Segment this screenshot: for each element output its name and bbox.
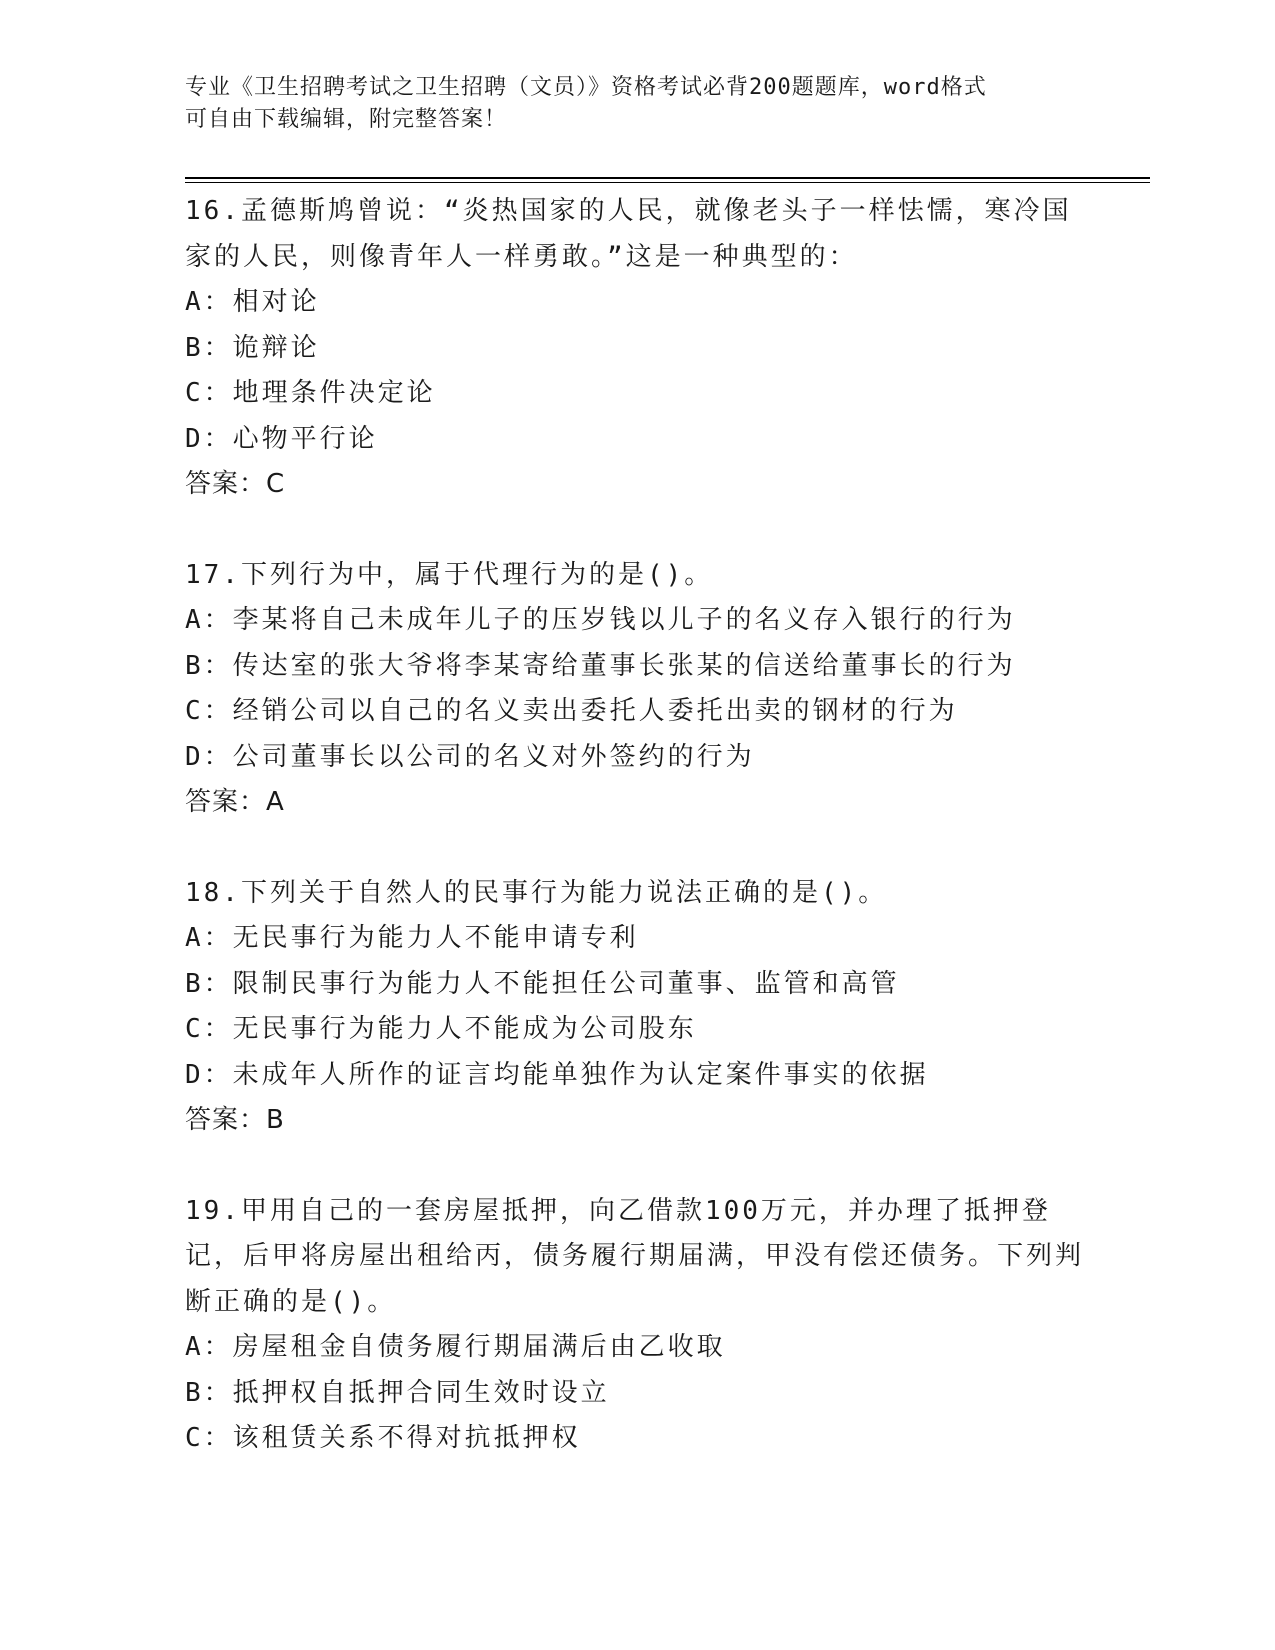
option-text: 相对论 <box>232 287 320 317</box>
option-text: 地理条件决定论 <box>232 378 436 408</box>
option-key: D： <box>185 1059 233 1090</box>
option-text: 公司董事长以公司的名义对外签约的行为 <box>232 741 755 772</box>
option-key: C： <box>185 1423 233 1453</box>
option-text: 传达室的张大爷将李某寄给董事长张某的信送给董事长的行为 <box>232 650 1016 681</box>
option-text: 该租赁关系不得对抗抵押权 <box>232 1423 581 1453</box>
option-b <box>185 644 1085 690</box>
option-text: 抵押权自抵押合同生效时设立 <box>232 1377 610 1408</box>
option-key: D： <box>185 741 233 772</box>
question-list <box>185 189 1085 1507</box>
question-17 <box>185 553 1085 826</box>
option-text: 无民事行为能力人不能申请专利 <box>232 923 639 953</box>
option-key: B： <box>185 1377 233 1408</box>
option-key: C： <box>185 1014 233 1044</box>
question-stem: 17.下列行为中，属于代理行为的是()。 <box>185 559 714 590</box>
option-b <box>185 1371 1085 1417</box>
option-key: A： <box>185 287 233 317</box>
option-text: 李某将自己未成年儿子的压岁钱以儿子的名义存入银行的行为 <box>232 605 1016 635</box>
header-divider-thin <box>185 182 1150 183</box>
option-key: B： <box>185 332 233 363</box>
option-c <box>185 689 1085 735</box>
answer-line: 答案：C <box>185 469 286 499</box>
option-text: 心物平行论 <box>232 423 378 454</box>
option-key: C： <box>185 696 233 726</box>
option-d <box>185 417 1085 463</box>
option-key: A： <box>185 923 233 953</box>
option-text: 经销公司以自己的名义卖出委托人委托出卖的钢材的行为 <box>232 696 958 726</box>
option-a <box>185 1325 1085 1371</box>
option-c <box>185 1007 1085 1053</box>
option-c <box>185 371 1085 417</box>
question-stem: 18.下列关于自然人的民事行为能力说法正确的是()。 <box>185 877 888 908</box>
option-d <box>185 1053 1085 1099</box>
option-c <box>185 1416 1085 1462</box>
option-text: 无民事行为能力人不能成为公司股东 <box>232 1014 697 1044</box>
option-key: B： <box>185 968 233 999</box>
option-text: 限制民事行为能力人不能担任公司董事、监管和高管 <box>232 968 900 999</box>
option-key: A： <box>185 605 233 635</box>
question-16 <box>185 189 1085 508</box>
document-header: 专业《卫生招聘考试之卫生招聘（文员）》资格考试必背200题题库，word格式 可自由下载编辑，附完整答案！ <box>185 75 987 132</box>
option-d <box>185 735 1085 781</box>
answer-line: 答案：B <box>185 1105 285 1135</box>
header-divider-thick <box>185 177 1150 179</box>
option-text: 房屋租金自债务履行期届满后由乙收取 <box>232 1332 726 1362</box>
question-stem: 19.甲用自己的一套房屋抵押，向乙借款100万元，并办理了抵押登记，后甲将房屋出租给丙，债务履行期届满，甲没有偿还债务。下列判断正确的是()。 <box>185 1195 1085 1317</box>
option-a <box>185 598 1085 644</box>
option-key: C： <box>185 378 233 408</box>
option-b <box>185 962 1085 1008</box>
option-key: A： <box>185 1332 233 1362</box>
option-text: 未成年人所作的证言均能单独作为认定案件事实的依据 <box>232 1059 929 1090</box>
question-stem: 16.孟德斯鸠曾说：“炎热国家的人民，就像老头子一样怯懦，寒冷国家的人民，则像青年人一样勇敢。”这是一种典型的： <box>185 196 1072 272</box>
question-18 <box>185 871 1085 1144</box>
question-19 <box>185 1189 1085 1462</box>
option-key: D： <box>185 423 233 454</box>
option-a <box>185 280 1085 326</box>
option-text: 诡辩论 <box>232 332 320 363</box>
option-a <box>185 916 1085 962</box>
option-b <box>185 326 1085 372</box>
option-key: B： <box>185 650 233 681</box>
answer-line: 答案：A <box>185 787 285 817</box>
